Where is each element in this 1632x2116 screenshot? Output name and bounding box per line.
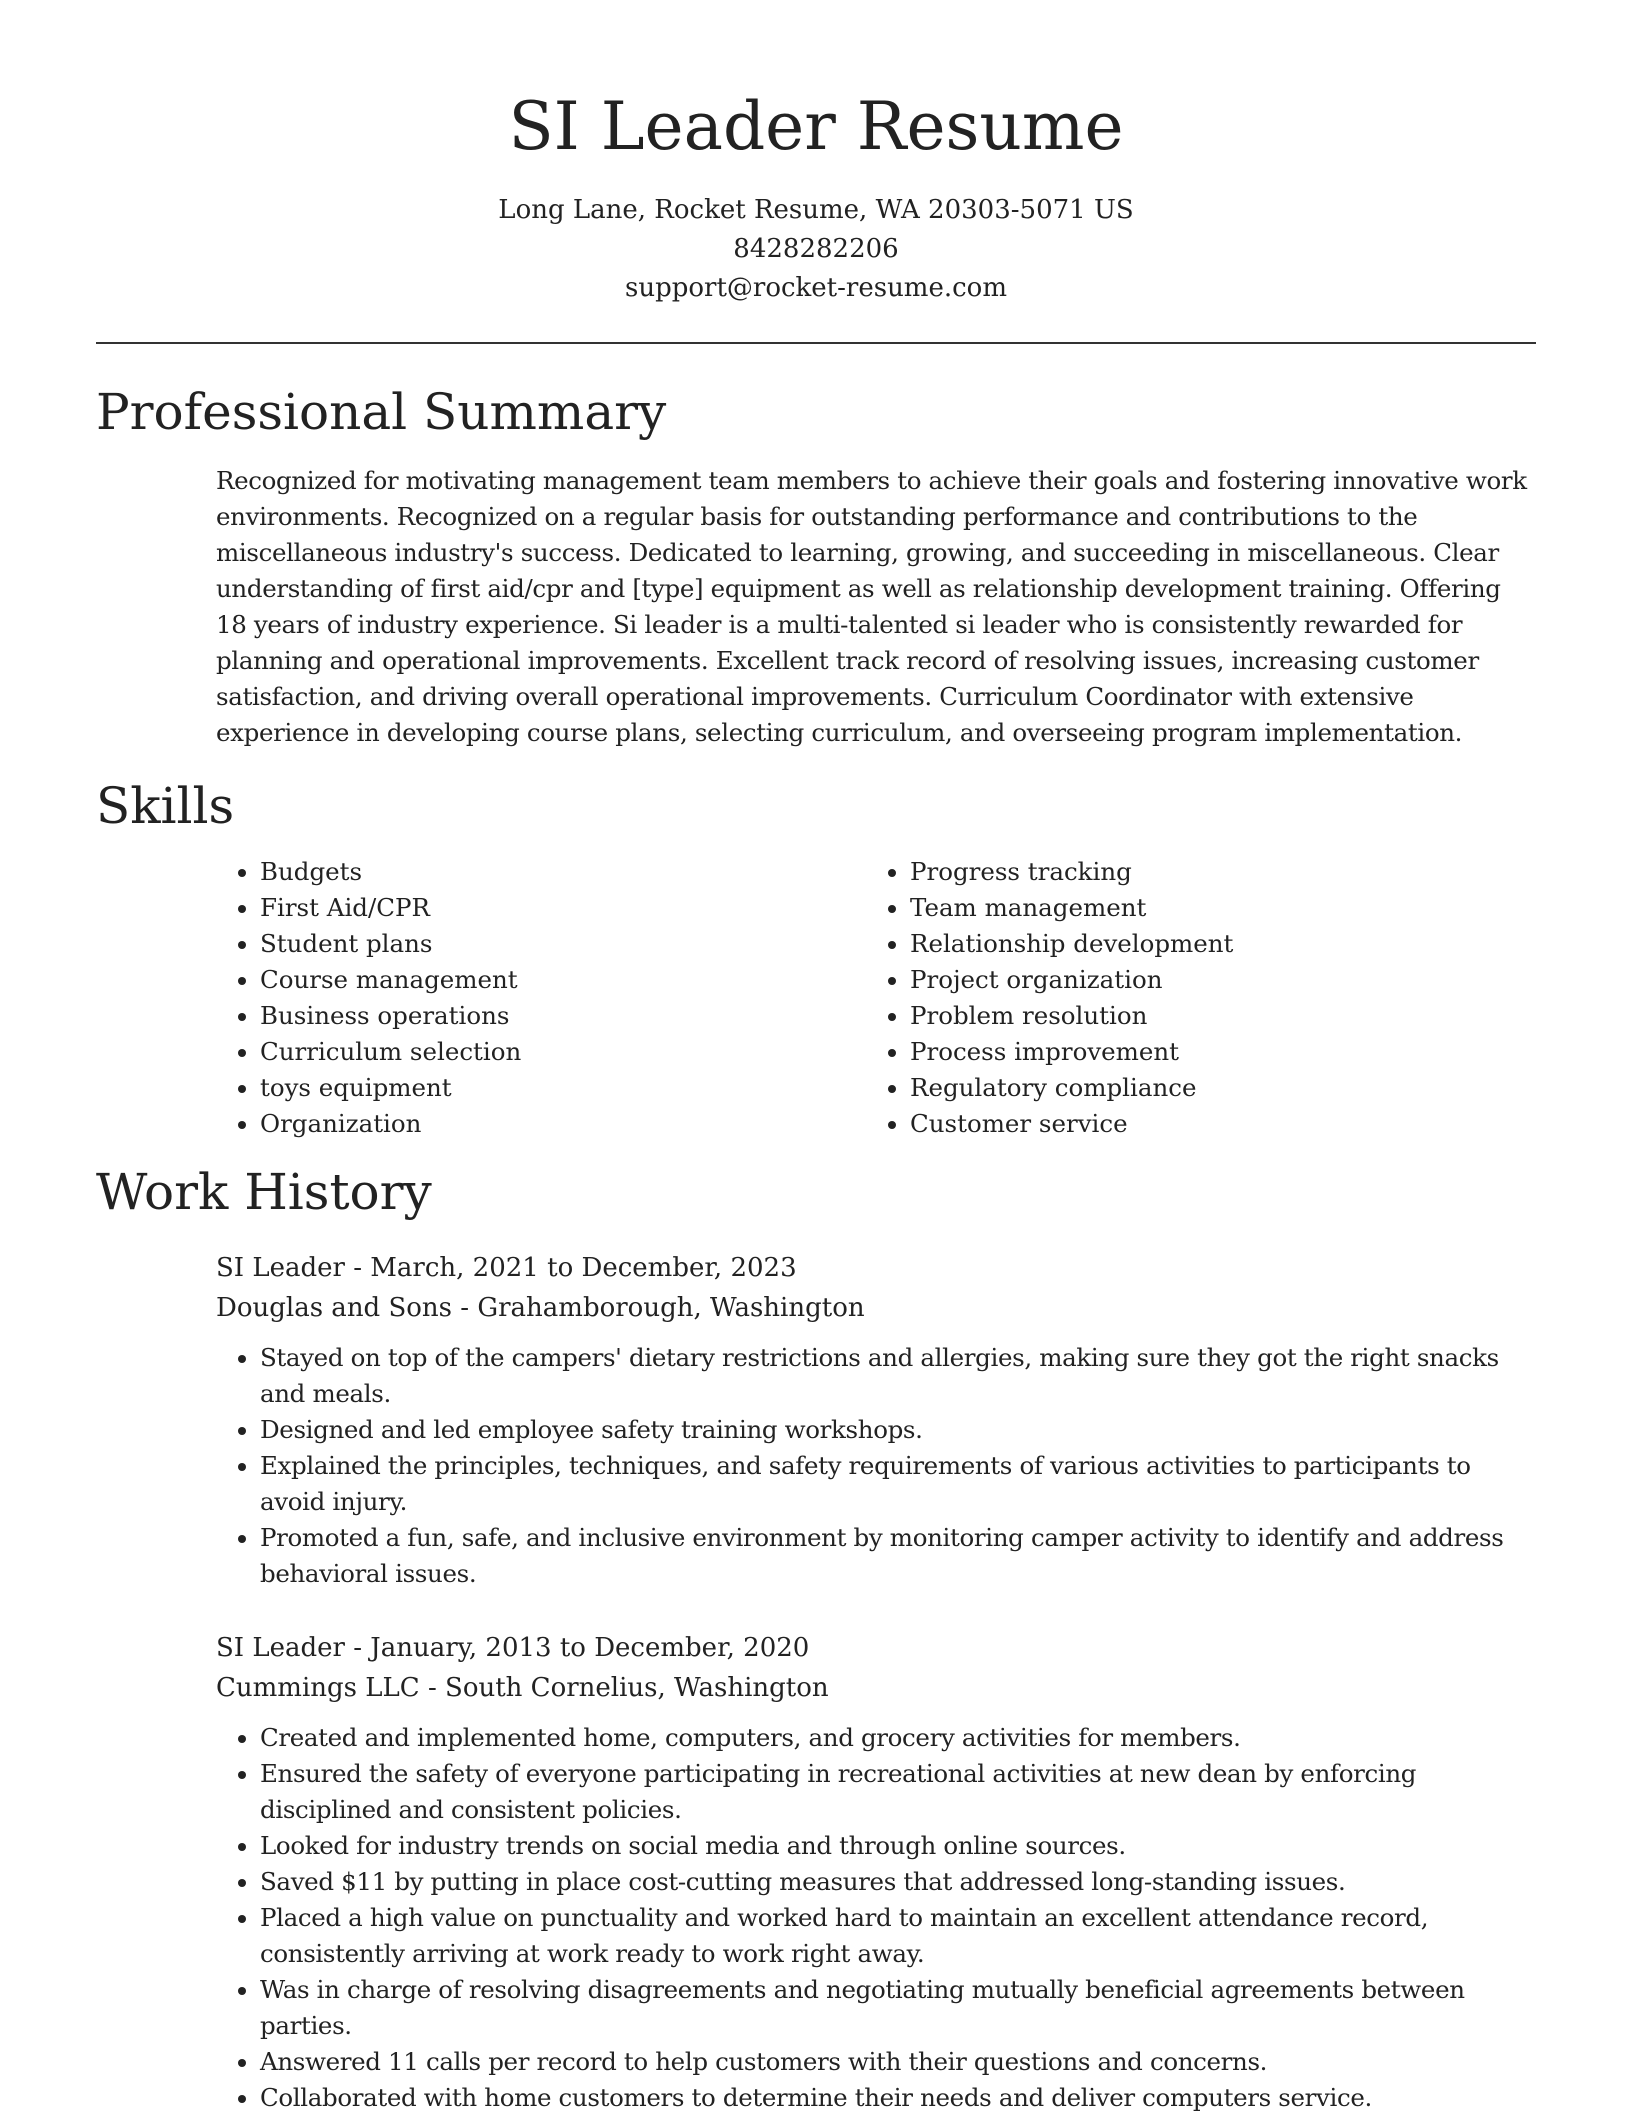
job-duty: • Designed and led employee safety training workshops. bbox=[260, 1412, 1536, 1448]
skill-item: • Business operations bbox=[260, 998, 521, 1034]
skill-item: • Progress tracking bbox=[910, 854, 1233, 890]
contact-phone: 8428282206 bbox=[733, 234, 899, 264]
skill-item: • toys equipment bbox=[260, 1070, 521, 1106]
job-duty: • Stayed on top of the campers' dietary restrictions and allergies, making sure they got the right snacks and meals. bbox=[260, 1340, 1536, 1412]
job-entry bbox=[216, 1248, 1536, 1592]
skill-item: • Customer service bbox=[910, 1106, 1233, 1142]
job-duty: • Saved $11 by putting in place cost-cutting measures that addressed long-standing issues. bbox=[260, 1864, 1536, 1900]
job-duty: • Answered 11 calls per record to help customers with their questions and concerns. bbox=[260, 2044, 1536, 2080]
separator: - bbox=[353, 1253, 371, 1283]
job-title-line bbox=[216, 1628, 1536, 1668]
skill-item: • Problem resolution bbox=[910, 998, 1233, 1034]
separator: - bbox=[460, 1293, 478, 1323]
job-duties bbox=[216, 1720, 1536, 2116]
job-duties bbox=[216, 1340, 1536, 1592]
job-company-line bbox=[216, 1668, 1536, 1708]
job-duty: • Created and implemented home, computers, and grocery activities for members. bbox=[260, 1720, 1536, 1756]
job-company: Cummings LLC bbox=[216, 1673, 420, 1703]
skill-item: • Organization bbox=[260, 1106, 521, 1142]
summary-text: Recognized for motivating management team members to achieve their goals and fostering innovative work environments. Recognized on a regular basis for outstanding performance and contributions to the miscellaneous industry's success. Dedicated to learning, growing, and succeeding in miscellaneous. Clear understanding of first aid/cpr and [type] equipment as well as relationship development training. Offering 18 years of industry experience. Si leader is a multi-talented si leader who is consistently rewarded for planning and operational improvements. Excellent track record of resolving issues, increasing customer satisfaction, and driving overall operational improvements. Curriculum Coordinator with extensive experience in developing course plans, selecting curriculum, and overseeing program implementation. bbox=[216, 466, 1527, 747]
job-entry bbox=[216, 1628, 1536, 2116]
job-duty: • Was in charge of resolving disagreements and negotiating mutually beneficial agreements between parties. bbox=[260, 1972, 1536, 2044]
skill-item: • First Aid/CPR bbox=[260, 890, 521, 926]
skill-item: • Relationship development bbox=[910, 926, 1233, 962]
skills-heading: Skills bbox=[96, 777, 235, 835]
job-location: Grahamborough, Washington bbox=[477, 1293, 865, 1323]
skill-item: • Curriculum selection bbox=[260, 1034, 521, 1070]
skill-item: • Team management bbox=[910, 890, 1233, 926]
job-dates: January, 2013 to December, 2020 bbox=[370, 1633, 810, 1663]
job-dates: March, 2021 to December, 2023 bbox=[370, 1253, 797, 1283]
job-duty: • Ensured the safety of everyone participating in recreational activities at new dean by enforcing disciplined and consistent policies. bbox=[260, 1756, 1536, 1828]
job-location: South Cornelius, Washington bbox=[445, 1673, 829, 1703]
separator: - bbox=[427, 1673, 446, 1703]
job-title: SI Leader bbox=[216, 1253, 345, 1283]
job-title-line bbox=[216, 1248, 1536, 1288]
header-divider bbox=[96, 342, 1536, 344]
contact-info bbox=[0, 191, 1632, 308]
job-duty: • Placed a high value on punctuality and worked hard to maintain an excellent attendance record, consistently arriving at work ready to work right away. bbox=[260, 1900, 1536, 1972]
job-title: SI Leader bbox=[216, 1633, 345, 1663]
skill-item: • Process improvement bbox=[910, 1034, 1233, 1070]
skill-item: • Student plans bbox=[260, 926, 521, 962]
job-duty: • Explained the principles, techniques, and safety requirements of various activities to participants to avoid injury. bbox=[260, 1448, 1536, 1520]
job-duty: • Collaborated with home customers to determine their needs and deliver computers service. bbox=[260, 2080, 1536, 2116]
job-duty: • Looked for industry trends on social media and through online sources. bbox=[260, 1828, 1536, 1864]
summary-heading: Professional Summary bbox=[96, 383, 667, 441]
job-duty: • Promoted a fun, safe, and inclusive environment by monitoring camper activity to identify and address behavioral issues. bbox=[260, 1520, 1536, 1592]
skill-item: • Course management bbox=[260, 962, 521, 998]
work-history-heading: Work History bbox=[96, 1163, 432, 1221]
resume-title: SI Leader Resume bbox=[508, 88, 1124, 165]
separator: - bbox=[353, 1633, 371, 1663]
skill-item: • Budgets bbox=[260, 854, 521, 890]
skill-item: • Project organization bbox=[910, 962, 1233, 998]
skill-item: • Regulatory compliance bbox=[910, 1070, 1233, 1106]
contact-address: Long Lane, Rocket Resume, WA 20303-5071 US bbox=[498, 195, 1134, 225]
skills-list-right bbox=[866, 854, 1233, 1142]
skills-list-left bbox=[216, 854, 521, 1142]
job-company-line bbox=[216, 1288, 1536, 1328]
contact-email: support@rocket-resume.com bbox=[624, 273, 1007, 303]
job-company: Douglas and Sons bbox=[216, 1293, 453, 1323]
